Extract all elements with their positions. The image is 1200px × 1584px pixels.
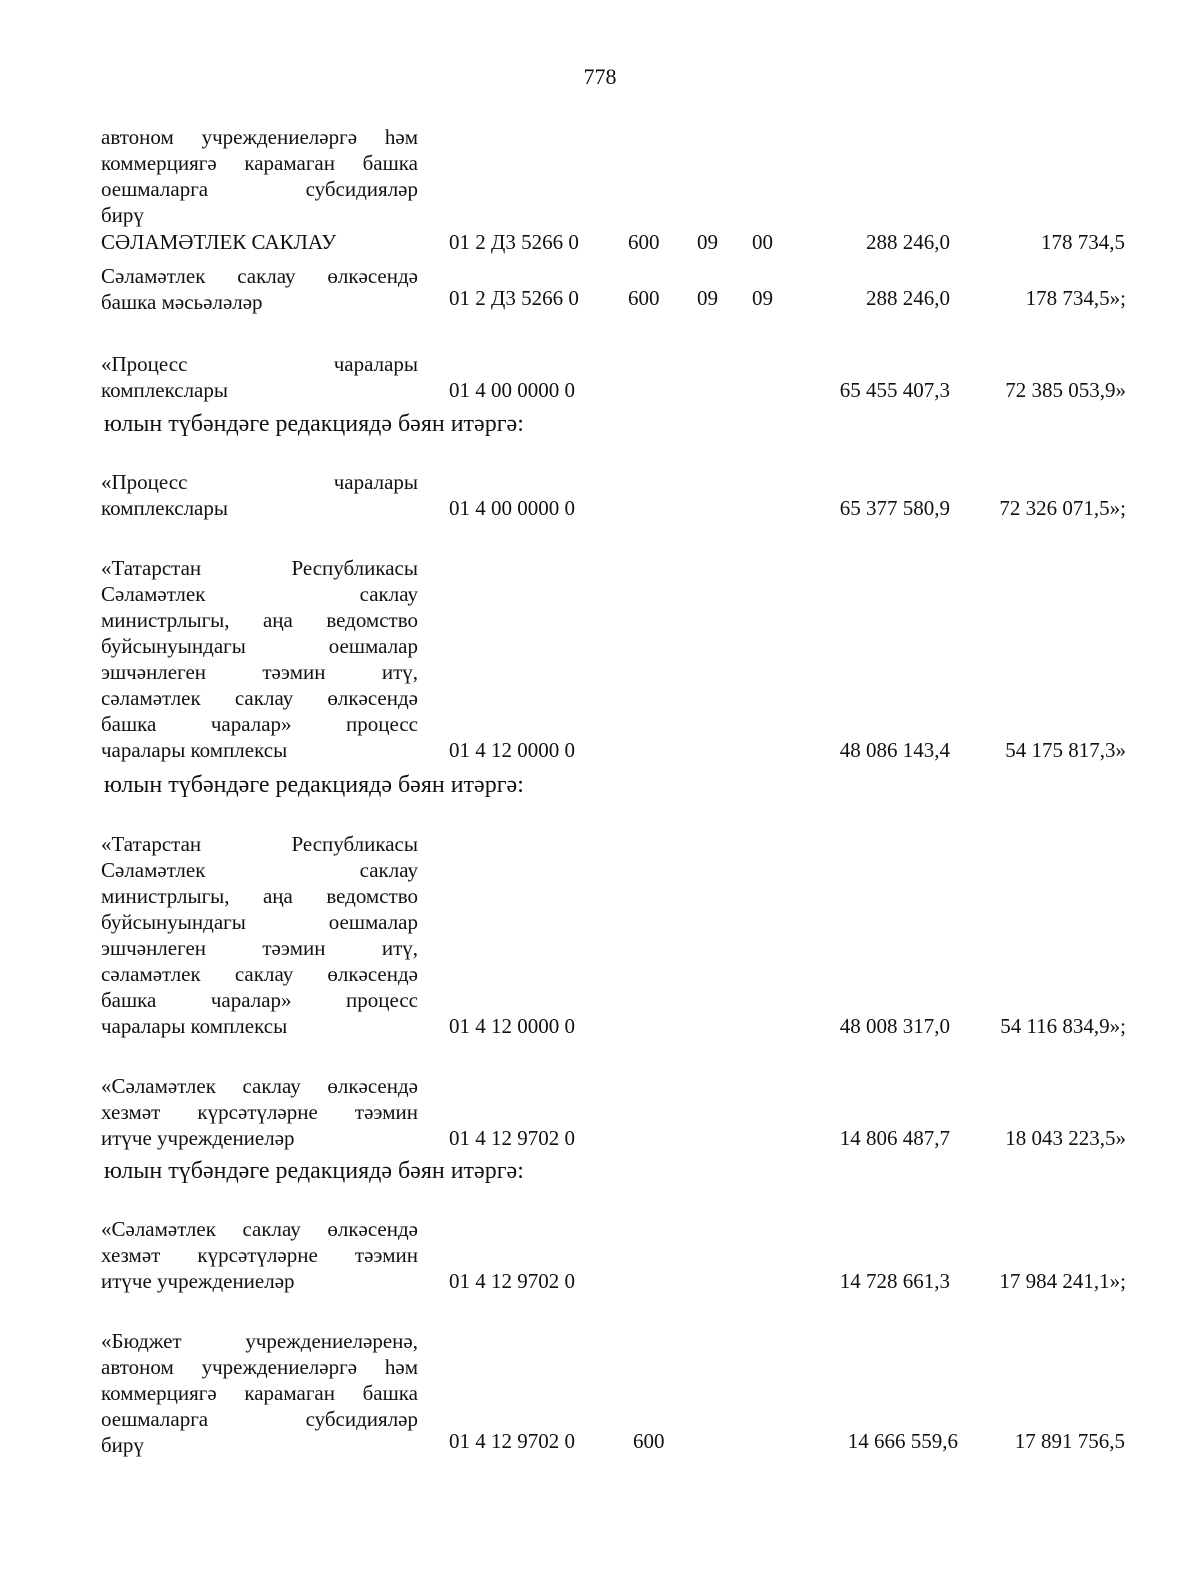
name-line: эшчәнлеген тәэмин итү, xyxy=(101,660,418,684)
subsection-code: 00 xyxy=(752,230,773,254)
name-line: Сәламәтлек саклау xyxy=(101,858,418,882)
section-code: 09 xyxy=(697,230,718,254)
name-line: чаралары комплексы xyxy=(101,738,288,762)
expense-type: 600 xyxy=(628,230,660,254)
amount-first-year: 65 455 407,3 xyxy=(839,378,950,402)
target-code: 01 4 12 0000 0 xyxy=(449,738,575,762)
name-line: «Татарстан Республикасы xyxy=(101,832,418,856)
name-line: сәламәтлек саклау өлкәсендә xyxy=(101,686,418,710)
name-line: башка чаралар» процесс xyxy=(101,988,418,1012)
row-name xyxy=(101,469,418,521)
name-line: башка мәсьәләләр xyxy=(101,290,263,314)
name-line: итүче учреждениеләр xyxy=(101,1269,295,1293)
name-line: буйсынуындагы оешмалар xyxy=(101,910,418,934)
amount-first-year: 48 008 317,0 xyxy=(839,1014,950,1038)
name-line: коммерциягә карамаган башка xyxy=(101,151,418,175)
name-line: «Татарстан Республикасы xyxy=(101,556,418,580)
name-line: буйсынуындагы оешмалар xyxy=(101,634,418,658)
name-line: хезмәт күрсәтүләрне тәэмин xyxy=(101,1243,418,1267)
amount-first-year: 14 806 487,7 xyxy=(839,1126,950,1150)
target-code: 01 4 12 9702 0 xyxy=(449,1269,575,1293)
target-code: 01 4 00 0000 0 xyxy=(449,496,575,520)
amount-second-year: 54 116 834,9»; xyxy=(1000,1014,1126,1038)
amount-second-year: 54 175 817,3» xyxy=(1005,738,1126,762)
name-line: автоном учреждениеләргә һәм xyxy=(101,1355,418,1379)
amount-first-year: 288 246,0 xyxy=(866,230,950,254)
name-line: сәламәтлек саклау өлкәсендә xyxy=(101,962,418,986)
name-line: башка чаралар» процесс xyxy=(101,712,418,736)
name-line: бирү xyxy=(101,1433,144,1457)
target-code: 01 2 Д3 5266 0 xyxy=(449,230,579,254)
row-name xyxy=(101,1073,418,1151)
section-code: 09 xyxy=(697,286,718,310)
name-line: коммерциягә карамаган башка xyxy=(101,1381,418,1405)
row-name xyxy=(101,555,418,763)
row-name xyxy=(101,124,418,228)
row-name xyxy=(101,229,418,255)
target-code: 01 4 00 0000 0 xyxy=(449,378,575,402)
page-number: 778 xyxy=(583,64,617,89)
name-line: хезмәт күрсәтүләрне тәэмин xyxy=(101,1100,418,1124)
row-name xyxy=(101,831,418,1039)
subsection-code: 09 xyxy=(752,286,773,310)
amount-first-year: 14 666 559,6 xyxy=(847,1429,958,1453)
row-name xyxy=(101,263,418,315)
name-line: бирү xyxy=(101,203,144,227)
instruction-text: юлын түбәндәге редакциядә бәян итәргә: xyxy=(104,772,524,798)
amount-second-year: 17 984 241,1»; xyxy=(999,1269,1126,1293)
name-line: итүче учреждениеләр xyxy=(101,1126,295,1150)
amount-second-year: 17 891 756,5 xyxy=(1014,1429,1125,1453)
name-line: чаралары комплексы xyxy=(101,1014,288,1038)
name-line: «Процесс чаралары xyxy=(101,352,418,376)
expense-type: 600 xyxy=(633,1429,665,1453)
row-name xyxy=(101,1216,418,1294)
amount-second-year: 72 326 071,5»; xyxy=(999,496,1126,520)
name-line: «Сәламәтлек саклау өлкәсендә xyxy=(101,1074,418,1098)
name-line: автоном учреждениеләргә һәм xyxy=(101,125,418,149)
amount-second-year: 72 385 053,9» xyxy=(1005,378,1126,402)
target-code: 01 4 12 9702 0 xyxy=(449,1126,575,1150)
name-line: оешмаларга субсидияләр xyxy=(101,1407,418,1431)
name-line: комплекслары xyxy=(101,378,228,402)
name-line: оешмаларга субсидияләр xyxy=(101,177,418,201)
instruction-text: юлын түбәндәге редакциядә бәян итәргә: xyxy=(104,411,524,437)
name-line: эшчәнлеген тәэмин итү, xyxy=(101,936,418,960)
target-code: 01 2 Д3 5266 0 xyxy=(449,286,579,310)
row-name xyxy=(101,1328,418,1458)
target-code: 01 4 12 9702 0 xyxy=(449,1429,575,1453)
amount-second-year: 178 734,5 xyxy=(1041,230,1125,254)
target-code: 01 4 12 0000 0 xyxy=(449,1014,575,1038)
amount-first-year: 48 086 143,4 xyxy=(839,738,950,762)
name-line: СӘЛАМӘТЛЕК САКЛАУ xyxy=(101,230,337,254)
name-line: «Процесс чаралары xyxy=(101,470,418,494)
name-line: «Сәламәтлек саклау өлкәсендә xyxy=(101,1217,418,1241)
name-line: Сәламәтлек саклау өлкәсендә xyxy=(101,264,418,288)
amount-first-year: 14 728 661,3 xyxy=(839,1269,950,1293)
amount-first-year: 288 246,0 xyxy=(866,286,950,310)
instruction-text: юлын түбәндәге редакциядә бәян итәргә: xyxy=(104,1158,524,1184)
amount-second-year: 18 043 223,5» xyxy=(1005,1126,1126,1150)
name-line: министрлыгы, аңа ведомство xyxy=(101,608,418,632)
name-line: комплекслары xyxy=(101,496,228,520)
expense-type: 600 xyxy=(628,286,660,310)
amount-second-year: 178 734,5»; xyxy=(1025,286,1126,310)
name-line: Сәламәтлек саклау xyxy=(101,582,418,606)
row-name xyxy=(101,351,418,403)
amount-first-year: 65 377 580,9 xyxy=(839,496,950,520)
name-line: «Бюджет учреждениеләренә, xyxy=(101,1329,418,1353)
name-line: министрлыгы, аңа ведомство xyxy=(101,884,418,908)
